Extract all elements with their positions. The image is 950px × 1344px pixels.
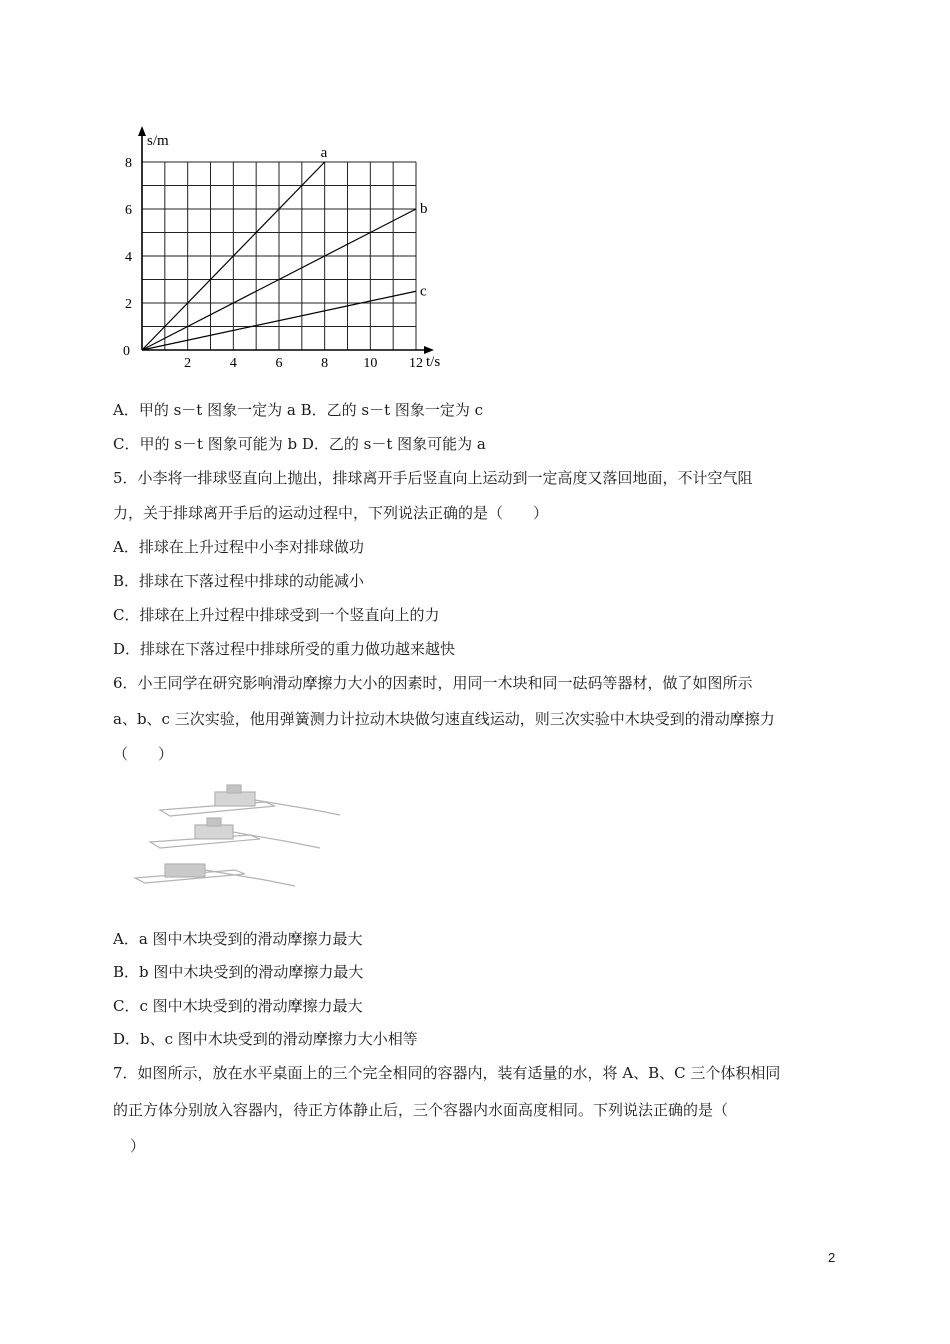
x-tick-label: 6 (275, 356, 283, 371)
x-tick-label: 4 (229, 356, 237, 371)
x-tick-label: 10 (363, 356, 378, 371)
q5-stem-line2: 力，关于排球离开手后的运动过程中，下列说法正确的是（ ） (113, 504, 549, 522)
x-tick-label: 12 (409, 356, 423, 371)
chart-axes (138, 126, 434, 354)
chart-ticks (125, 156, 423, 371)
series-label-c: c (420, 283, 427, 300)
y-tick-label: 4 (125, 250, 132, 265)
q7-stem-line2: 的正方体分别放入容器内，待正方体静止后，三个容器内水面高度相同。下列说法正确的是（ (113, 1101, 729, 1119)
q5-option-c: C．排球在上升过程中排球受到一个竖直向上的力 (113, 606, 440, 624)
q6-option-c: C．c 图中木块受到的滑动摩擦力最大 (113, 997, 363, 1015)
chart-series (142, 145, 428, 350)
y-axis-label: s/m (147, 133, 169, 149)
y-tick-label: 6 (125, 203, 132, 218)
x-axis-arrow (424, 346, 434, 354)
q6-option-d: D．b、c 图中木块受到的滑动摩擦力大小相等 (113, 1030, 418, 1048)
q5-stem-line1: 5．小李将一排球竖直向上抛出，排球离开手后竖直向上运动到一定高度又落回地面，不计空气阻 (113, 469, 753, 487)
x-tick-label: 8 (321, 356, 329, 371)
x-axis-label: t/s (426, 354, 441, 370)
chart-grid (142, 162, 416, 350)
st-graph (110, 120, 460, 380)
friction-experiment-figure (115, 780, 345, 900)
q6-option-b: B．b 图中木块受到的滑动摩擦力最大 (113, 963, 364, 981)
y-tick-label: 2 (125, 297, 132, 312)
series-label-a: a (320, 145, 328, 161)
y-tick-label: 8 (125, 156, 132, 171)
q7-stem-line1: 7．如图所示，放在水平桌面上的三个完全相同的容器内，装有适量的水，将 A、B、C 三个体积相同 (113, 1064, 781, 1082)
q5-option-a: A．排球在上升过程中小李对排球做功 (113, 538, 364, 556)
q6-option-a: A．a 图中木块受到的滑动摩擦力最大 (113, 930, 363, 948)
y-axis-arrow (138, 126, 146, 136)
q5-option-d: D．排球在下落过程中排球所受的重力做功越来越快 (113, 640, 456, 658)
series-label-b: b (420, 201, 428, 217)
q5-option-b: B．排球在下落过程中排球的动能减小 (113, 572, 365, 590)
q4-option-cd: C．甲的 s－t 图象可能为 b D．乙的 s－t 图象可能为 a (113, 435, 486, 453)
q6-stem-line2: a、b、c 三次实验，他用弹簧测力计拉动木块做匀速直线运动，则三次实验中木块受到的滑动摩擦力 (113, 710, 775, 728)
page-number: 2 (828, 1250, 836, 1265)
q4-option-ab: A．甲的 s－t 图象一定为 a B．乙的 s－t 图象一定为 c (113, 401, 484, 419)
q6-stem-line1: 6．小王同学在研究影响滑动摩擦力大小的因素时，用同一木块和同一砝码等器材，做了如图所示 (113, 674, 753, 692)
x-tick-label: 2 (184, 356, 192, 371)
q6-stem-line3: （ ） (113, 745, 174, 763)
origin-label: 0 (123, 344, 130, 359)
q7-stem-line3: ） (130, 1137, 146, 1155)
